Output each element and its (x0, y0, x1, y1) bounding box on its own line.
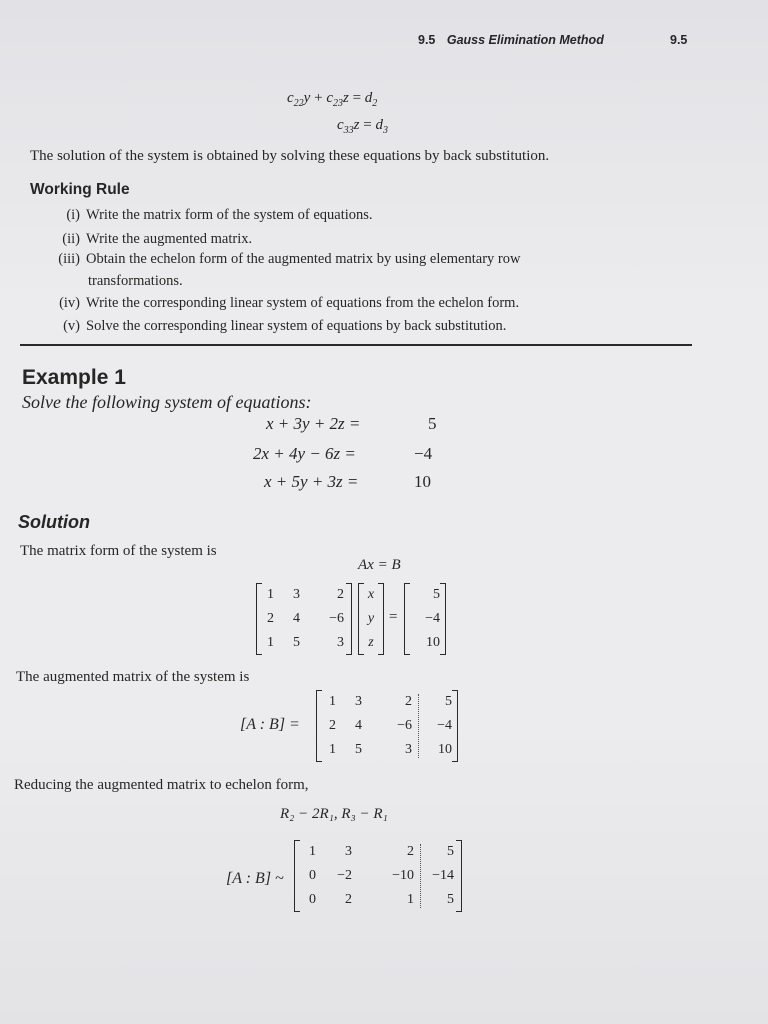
matrix-cell: 3 (405, 742, 412, 757)
system-rhs: 5 (428, 414, 437, 433)
matrix-cell: 4 (293, 611, 300, 626)
matrix-cell: 4 (355, 718, 362, 733)
equation-c33: $c_{33}z = d_3$ (337, 117, 388, 136)
matrix-cell: 1 (267, 587, 274, 602)
axb-equation: Ax = B (358, 557, 401, 573)
system-equation: 2x + 4y − 6z = (253, 444, 356, 463)
rule-item: (v) Solve the corresponding linear system of equations by back substitution. (63, 318, 507, 334)
rule-item: (iii) Obtain the echelon form of the augmented matrix by using elementary row (58, 251, 521, 267)
reduced-matrix (294, 840, 462, 912)
matrix-cell: 2 (267, 611, 274, 626)
matrix-cell: 5 (355, 742, 362, 757)
matrix-cell: 3 (293, 587, 300, 602)
system-equation: x + 3y + 2z = (266, 414, 361, 433)
matrix-cell: y (367, 611, 375, 626)
matrix-cell: 2 (329, 718, 336, 733)
section-divider (20, 344, 692, 346)
matrix-cell: −6 (397, 718, 412, 733)
matrix-cell: 1 (407, 892, 414, 907)
example-title: Example 1 (22, 366, 126, 389)
system-rhs: 10 (414, 472, 431, 491)
matrix-cell: 2 (345, 892, 352, 907)
augmented-text: The augmented matrix of the system is (16, 669, 250, 685)
matrix-cell: 1 (329, 742, 336, 757)
matrix-cell: 2 (337, 587, 344, 602)
solution-title: Solution (18, 512, 90, 532)
matrix-cell: 3 (345, 844, 352, 859)
aug-label: [A : B] = (240, 716, 300, 733)
example-prompt: Solve the following system of equations: (22, 392, 312, 412)
augmented-matrix (316, 690, 458, 762)
matrix-cell: −6 (329, 611, 344, 626)
header-title: Gauss Elimination Method (446, 33, 604, 47)
matrix-cell: 10 (438, 742, 452, 757)
rule-item: (ii) Write the augmented matrix. (62, 231, 253, 247)
system-rhs: −4 (414, 444, 433, 463)
matrix-cell: 1 (267, 635, 274, 650)
matrix-cell: 0 (309, 868, 316, 883)
matrix-cell: z (368, 635, 374, 650)
matrix-cell: 3 (337, 635, 344, 650)
reducing-text: Reducing the augmented matrix to echelon form, (14, 777, 309, 793)
system-equation: x + 5y + 3z = (264, 472, 359, 491)
matrix-cell: 1 (309, 844, 316, 859)
equation-c22: $c_{22}y + c_{23}z = d_2$ (287, 90, 378, 109)
matrix-cell: 3 (355, 694, 362, 709)
matrix-a (256, 583, 352, 655)
matrix-cell: 10 (426, 635, 440, 650)
matrix-x (358, 583, 384, 655)
rule-item: (i) Write the matrix form of the system of equations. (66, 207, 373, 223)
matrix-cell: 5 (445, 694, 452, 709)
solution-note: The solution of the system is obtained by solving these equations by back substitution. (30, 148, 550, 164)
rule-item-continuation: transformations. (88, 273, 183, 289)
matrix-cell: 2 (407, 844, 414, 859)
running-header (418, 33, 688, 47)
matrix-cell: −4 (437, 718, 452, 733)
rule-item: (iv) Write the corresponding linear system of equations from the echelon form. (59, 295, 520, 311)
matrix-b (404, 583, 446, 655)
matrix-cell: −10 (392, 868, 414, 883)
matrix-form-text: The matrix form of the system is (20, 543, 217, 559)
page-number: 9.5 (670, 33, 688, 47)
matrix-cell: 5 (447, 844, 454, 859)
equals-sign: = (389, 609, 398, 625)
matrix-cell: 5 (293, 635, 300, 650)
matrix-cell: 0 (309, 892, 316, 907)
matrix-cell: 5 (447, 892, 454, 907)
header-section: 9.5 (418, 33, 436, 47)
matrix-cell: −4 (425, 611, 440, 626)
working-rule-title: Working Rule (30, 181, 130, 198)
matrix-cell: −14 (432, 868, 454, 883)
matrix-cell: 5 (433, 587, 440, 602)
matrix-cell: 1 (329, 694, 336, 709)
matrix-cell: 2 (405, 694, 412, 709)
matrix-cell: x (367, 587, 375, 602)
row-operations: R₂ − 2R₁, R₃ − R₁ (280, 806, 388, 822)
matrix-cell: −2 (337, 868, 352, 883)
reduced-label: [A : B] ~ (226, 870, 284, 887)
